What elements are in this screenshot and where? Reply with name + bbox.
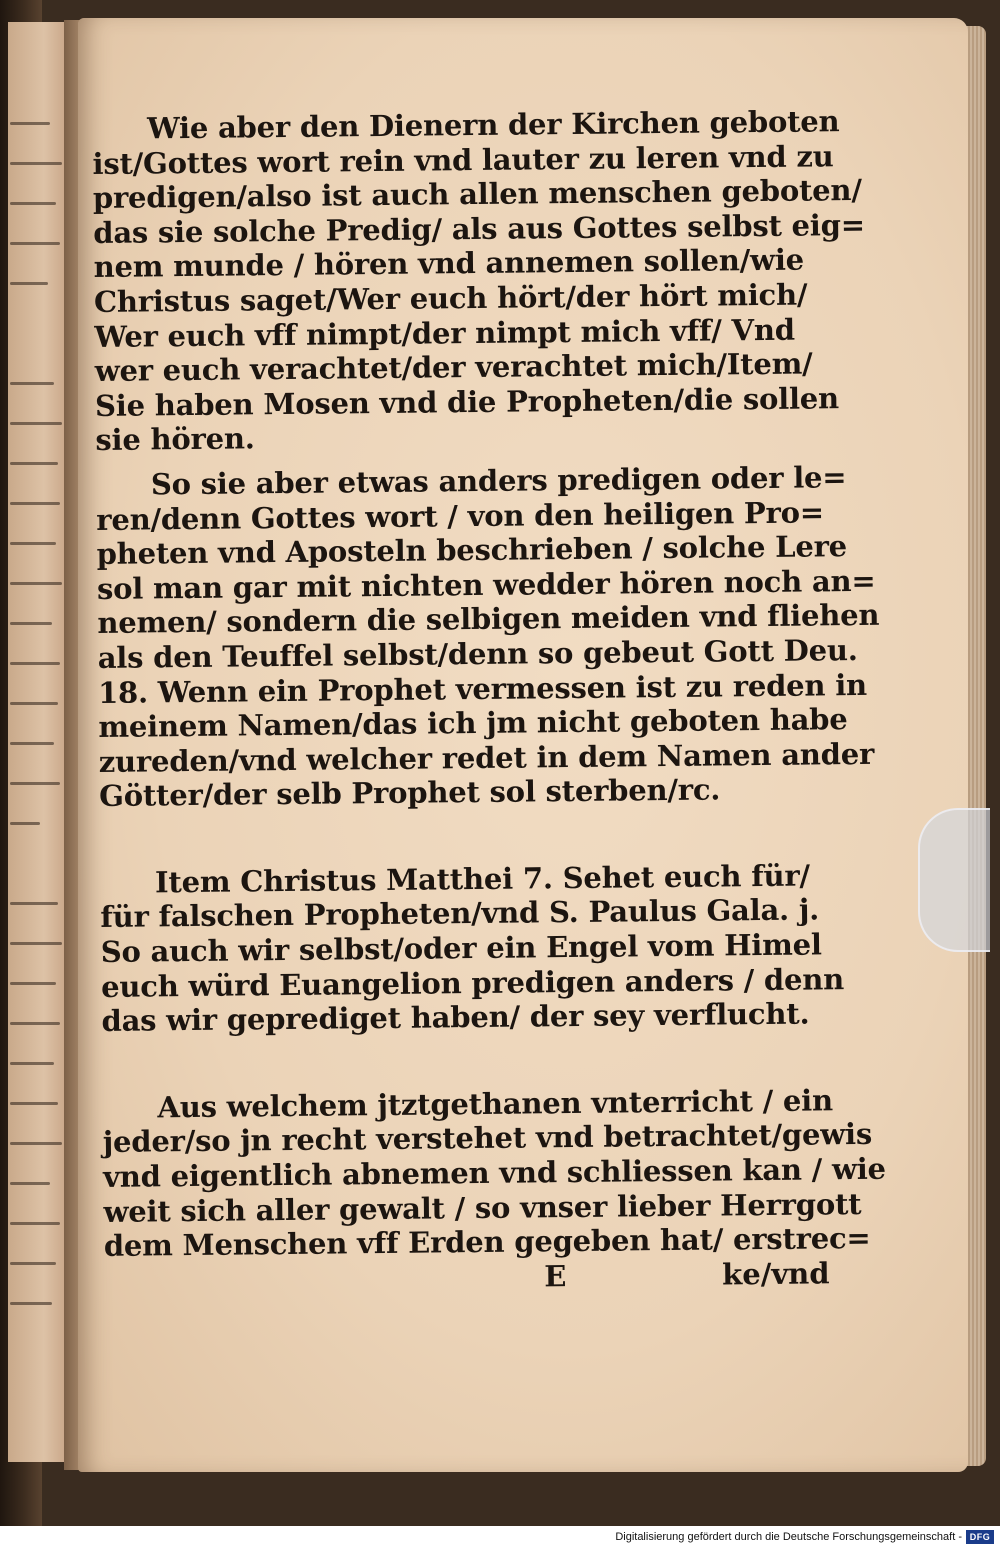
signature-mark: E: [544, 1258, 567, 1294]
text-line: Wie aber den Dienern der Kirchen geboten: [146, 104, 840, 146]
page-clip: [918, 808, 990, 952]
text-line: nemen/ sondern die selbigen meiden vnd fliehen: [97, 598, 880, 641]
footer-bar: [0, 1526, 1000, 1549]
text-line: als den Teuffel selbst/denn so gebeut Gott Deu.: [97, 632, 858, 675]
text-line: So sie aber etwas anders predigen oder le=: [150, 460, 847, 502]
text-line: ist/Gottes wort rein vnd lauter zu leren vnd zu: [92, 138, 834, 181]
text-line: ren/denn Gottes wort / von den heiligen Pro=: [96, 494, 825, 537]
text-line: Christus saget/Wer euch hört/der hört mich/: [93, 277, 808, 319]
text-line: Aus welchem jtztgethanen vnterricht / ein: [157, 1083, 834, 1125]
text-line: für falschen Propheten/vnd S. Paulus Gala. j.: [100, 892, 820, 935]
text-line: pheten vnd Aposteln beschrieben / solche Lere: [96, 529, 848, 572]
text-line: das wir geprediget haben/ der sey verflucht.: [101, 996, 810, 1039]
text-line: jeder/so jn recht verstehet vnd betrachtet/gewis: [102, 1117, 873, 1160]
text-line: das sie solche Predig/ als aus Gottes selbst eig=: [93, 207, 865, 250]
text-line: So auch wir selbst/oder ein Engel vom Himel: [100, 927, 822, 970]
text-line: meinem Namen/das ich jm nicht geboten habe: [98, 702, 848, 745]
dfg-logo-icon: DFG: [966, 1530, 994, 1544]
paragraph-4: [102, 1083, 887, 1297]
page-text: [92, 104, 887, 1297]
paragraph-3: [100, 858, 845, 1039]
text-line: predigen/also ist auch allen menschen geboten/: [92, 173, 862, 216]
paragraph-1: [92, 104, 865, 458]
text-line: Götter/der selb Prophet sol sterben/rc.: [98, 772, 721, 814]
text-line: vnd eigentlich abnemen vnd schliessen kan / wie: [102, 1151, 887, 1194]
text-line: weit sich aller gewalt / so vnser lieber Herrgott: [103, 1186, 862, 1229]
text-line: Sie haben Mosen vnd die Propheten/die sollen: [94, 380, 840, 423]
funding-credit: Digitalisierung gefördert durch die Deutsche Forschungsgemeinschaft -: [615, 1531, 962, 1543]
text-line: Item Christus Matthei 7. Sehet euch für/: [154, 858, 811, 900]
text-line: Wer euch vff nimpt/der nimpt mich vff/ Vnd: [94, 312, 795, 354]
text-line: dem Menschen vff Erden gegeben hat/ erstrec=: [103, 1221, 871, 1264]
text-line: sie hören.: [95, 421, 255, 458]
text-line: sol man gar mit nichten wedder hören noch an=: [96, 563, 876, 606]
text-line: 18. Wenn ein Prophet vermessen ist zu reden in: [97, 667, 868, 710]
text-line: wer euch verachtet/der verachtet mich/Item/: [94, 346, 813, 389]
facing-page-fragment: [8, 22, 68, 1462]
text-line: zureden/vnd welcher redet in dem Namen ander: [98, 736, 875, 779]
catchword: ke/vnd: [722, 1256, 830, 1292]
paragraph-2: [96, 460, 880, 814]
text-line: euch würd Euangelion predigen anders / denn: [100, 961, 845, 1004]
text-line: nem munde / hören vnd annemen sollen/wie: [93, 242, 805, 285]
